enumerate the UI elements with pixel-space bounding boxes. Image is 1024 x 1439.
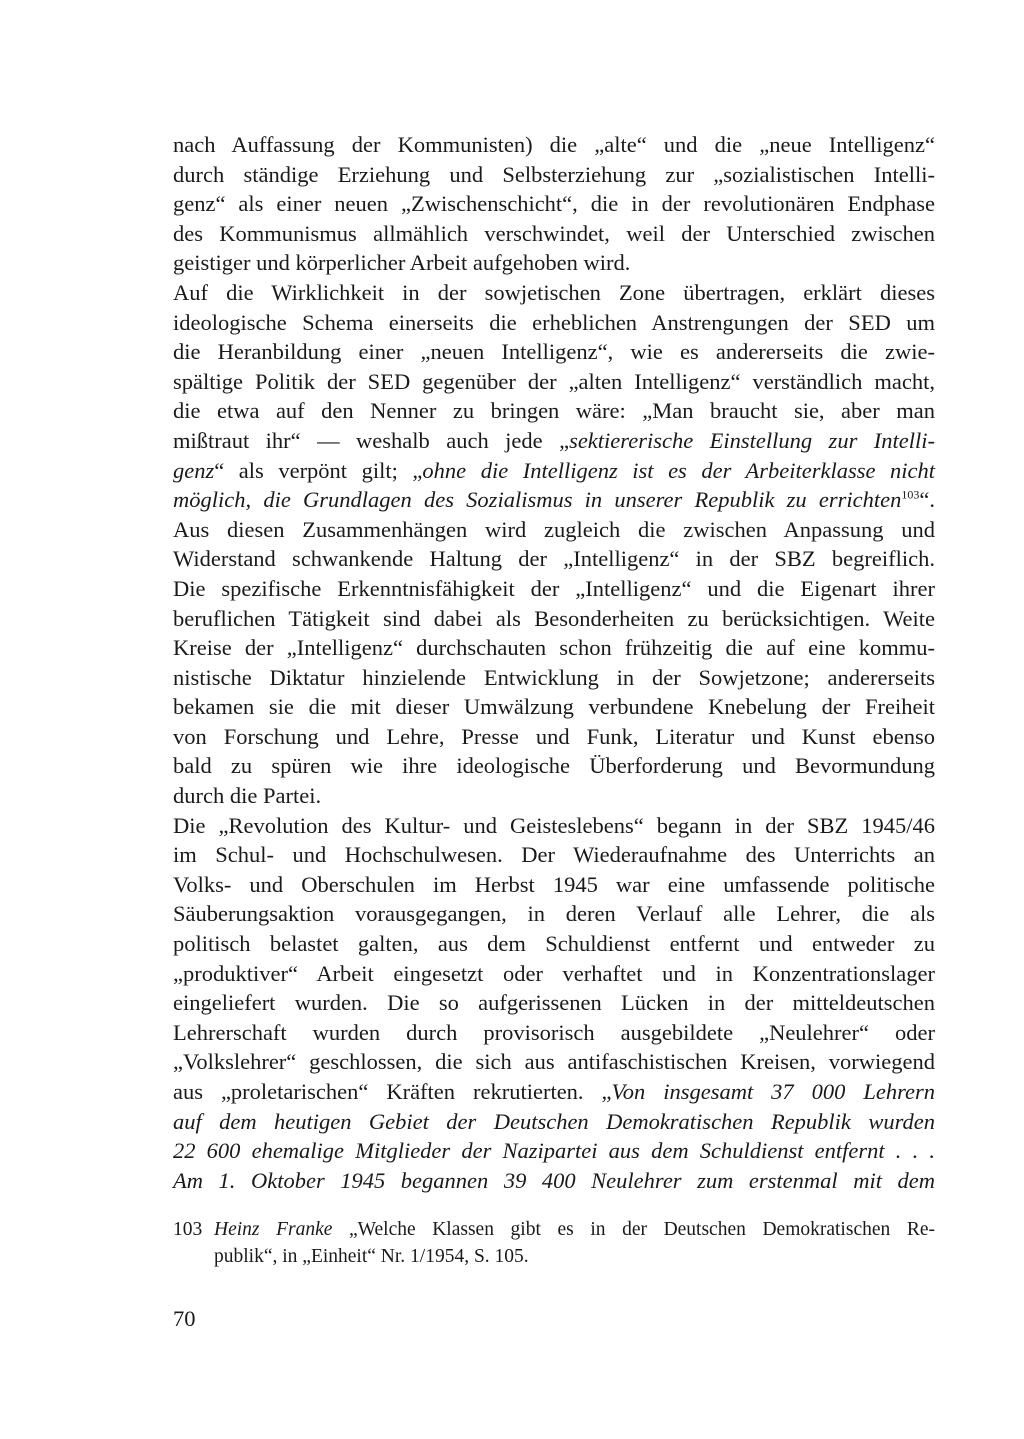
text-line <box>173 899 935 929</box>
text-line <box>173 248 935 278</box>
text-line <box>173 870 935 900</box>
text-segment: Am 1. Oktober 1945 begannen 39 400 Neulehrer zum erstenmal mit dem <box>173 1167 935 1193</box>
text-line <box>173 604 935 634</box>
text-line <box>173 692 935 722</box>
text-segment: ideologische Schema einerseits die erheblichen Anstrengungen der SED um <box>173 309 935 335</box>
text-line <box>173 663 935 693</box>
text-segment: sektiererische Einstellung zur Intelli- <box>569 427 935 453</box>
footnote-reference: 103 <box>901 487 920 502</box>
text-line <box>173 1136 935 1166</box>
footnote-number: 103 <box>173 1219 203 1240</box>
text-line <box>173 426 935 456</box>
text-segment: beruflichen Tätigkeit sind dabei als Besonderheiten zu berücksichtigen. Weite <box>173 605 935 631</box>
text-line <box>173 515 935 545</box>
footnote-line-1 <box>173 1216 935 1243</box>
text-segment: des Kommunismus allmählich verschwindet, weil der Unterschied zwischen <box>173 220 935 246</box>
footnote-line-2 <box>173 1243 935 1270</box>
text-segment: Säuberungsaktion vorausgegangen, in deren Verlauf alle Lehrer, die als <box>173 901 935 927</box>
text-segment: Auf die Wirklichkeit in der sowjetischen Zone übertragen, erklärt dieses <box>173 279 935 305</box>
text-line <box>173 1047 935 1077</box>
text-segment: Kreise der „Intelligenz“ durchschauten schon frühzeitig die auf eine kommu- <box>173 635 935 661</box>
text-segment: “. <box>919 487 935 513</box>
text-segment: genz <box>173 457 215 483</box>
text-segment: möglich, die Grundlagen des Sozialismus in unserer Republik zu errichten <box>173 487 902 513</box>
text-segment: bald zu spüren wie ihre ideologische Überforderung und Bevormundung <box>173 753 935 779</box>
text-segment: aus „proletarischen“ Kräften rekrutierten. „ <box>173 1079 612 1104</box>
text-segment: nach Auffassung der Kommunisten) die „alte“ und die „neue Intelligenz“ <box>173 132 935 157</box>
page-number: 70 <box>173 1306 196 1331</box>
text-segment: eingeliefert wurden. Die so aufgerissenen Lücken in der mitteldeutschen <box>173 990 935 1016</box>
text-segment: die etwa auf den Nenner zu bringen wäre: „Man braucht sie, aber man <box>173 398 935 424</box>
text-line <box>173 160 935 190</box>
text-segment: nistische Diktatur hinzielende Entwicklung in der Sowjetzone; andererseits <box>173 664 935 690</box>
footnote-line-2-text: publik“, in „Einheit“ Nr. 1/1954, S. 105. <box>214 1246 529 1267</box>
text-segment: auf dem heutigen Gebiet der Deutschen Demokratischen Republik wurden <box>173 1108 935 1134</box>
text-line <box>173 574 935 604</box>
text-segment: Aus diesen Zusammenhängen wird zugleich die zwischen Anpassung und <box>173 516 935 542</box>
text-line <box>173 811 935 841</box>
footnote-103 <box>173 1216 935 1270</box>
text-segment: von Forschung und Lehre, Presse und Funk, Literatur und Kunst ebenso <box>173 723 935 749</box>
text-line <box>173 337 935 367</box>
text-segment: geistiger und körperlicher Arbeit aufgehoben wird. <box>173 250 631 276</box>
text-line <box>173 1107 935 1137</box>
text-segment: bekamen sie die mit dieser Umwälzung verbundene Knebelung der Freiheit <box>173 694 935 720</box>
text-segment: ohne die Intelligenz ist es der Arbeiterklasse nicht <box>422 457 936 483</box>
text-line <box>173 722 935 752</box>
footnote-segment: Heinz Franke <box>214 1219 333 1240</box>
text-line <box>173 1166 935 1196</box>
text-line <box>173 988 935 1018</box>
text-line <box>173 781 935 811</box>
text-line <box>173 1018 935 1048</box>
text-segment: Lehrerschaft wurden durch provisorisch ausgebildete „Neulehrer“ oder <box>173 1019 935 1045</box>
text-line <box>173 929 935 959</box>
text-segment: Widerstand schwankende Haltung der „Intelligenz“ in der SBZ begreiflich. <box>173 546 935 572</box>
text-line <box>173 544 935 574</box>
text-segment: „produktiver“ Arbeit eingesetzt oder verhaftet und in Konzentrationslager <box>173 960 935 986</box>
text-line <box>173 130 935 160</box>
text-segment: spältige Politik der SED gegenüber der „alten Intelligenz“ verständlich macht, <box>173 368 935 394</box>
text-line <box>173 189 935 219</box>
text-segment: die Heranbildung einer „neuen Intelligenz“, wie es andererseits die zwie- <box>173 339 935 365</box>
text-line <box>173 840 935 870</box>
footnote-segment: „Welche Klassen gibt es in der Deutschen Demokratischen Re- <box>332 1219 935 1240</box>
text-segment: Volks- und Oberschulen im Herbst 1945 war eine umfassende politische <box>173 871 935 897</box>
body-text <box>173 130 935 1195</box>
text-segment: Die „Revolution des Kultur- und Geisteslebens“ begann in der SBZ 1945/46 <box>173 812 935 838</box>
text-segment: durch die Partei. <box>173 783 322 809</box>
text-segment: genz“ als einer neuen „Zwischenschicht“, die in der revolutionären Endphase <box>173 191 935 217</box>
text-segment: „Volkslehrer“ geschlossen, die sich aus antifaschistischen Kreisen, vorwiegend <box>173 1049 935 1075</box>
text-line <box>173 456 935 486</box>
text-segment: politisch belastet galten, aus dem Schuldienst entfernt und entweder zu <box>173 931 935 957</box>
text-line <box>173 1077 935 1107</box>
text-line <box>173 367 935 397</box>
text-line <box>173 219 935 249</box>
text-segment: 22 600 ehemalige Mitglieder der Nazipartei aus dem Schuldienst entfernt . . . <box>173 1138 935 1164</box>
text-line <box>173 633 935 663</box>
text-line <box>173 485 935 515</box>
text-segment: Die spezifische Erkenntnisfähigkeit der „Intelligenz“ und die Eigenart ihrer <box>173 575 935 601</box>
text-segment: Von insgesamt 37 000 Lehrern <box>611 1079 935 1104</box>
text-line <box>173 308 935 338</box>
text-line <box>173 278 935 308</box>
text-line <box>173 396 935 426</box>
text-segment: mißtraut ihr“ — weshalb auch jede „ <box>173 427 570 453</box>
text-segment: im Schul- und Hochschulwesen. Der Wiederaufnahme des Unterrichts an <box>173 842 935 868</box>
text-line <box>173 751 935 781</box>
text-line <box>173 959 935 989</box>
text-segment: durch ständige Erziehung und Selbsterziehung zur „sozialistischen Intelli- <box>173 161 935 187</box>
text-segment: “ als verpönt gilt; „ <box>214 457 423 483</box>
